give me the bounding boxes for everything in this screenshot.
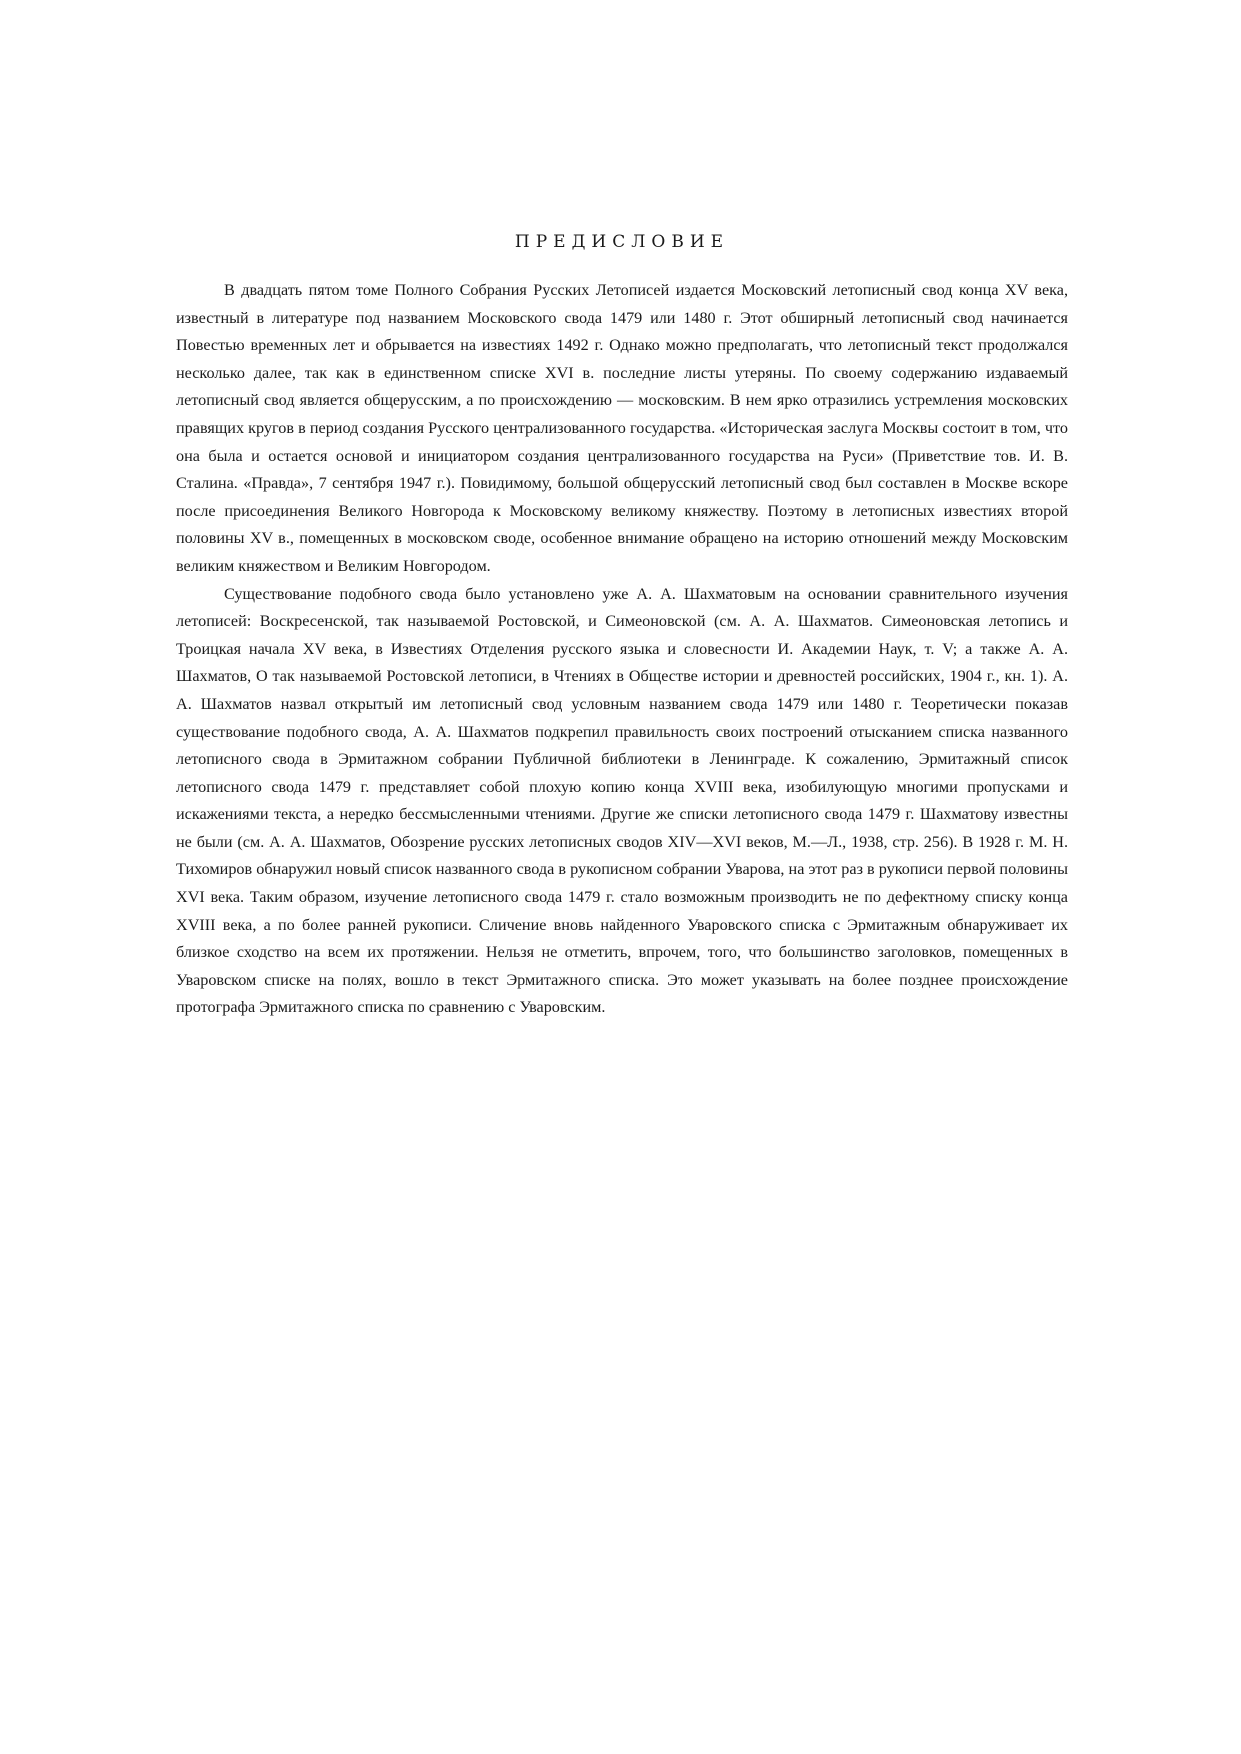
document-page <box>176 232 1068 1022</box>
paragraph-2: Существование подобного свода было установлено уже А. А. Шахматовым на основании сравнительного изучения летописей: Воскресенской, так называемой Ростовской, и Симеоновской (см. А. А. Шахматов. Симеоновская летопись и Троицкая начала XV века, в Известиях Отделения русского языка и словесности И. Академии Наук, т. V; а также А. А. Шахматов, О так называемой Ростовской летописи, в Чтениях в Обществе истории и древностей российских, 1904 г., кн. 1). А. А. Шахматов назвал открытый им летописный свод условным названием свода 1479 или 1480 г. Теоретически показав существование подобного свода, А. А. Шахматов подкрепил правильность своих построений отысканием списка названного летописного свода в Эрмитажном собрании Публичной библиотеки в Ленинграде. К сожалению, Эрмитажный список летописного свода 1479 г. представляет собой плохую копию конца XVIII века, изобилующую многими пропусками и искажениями текста, а нередко бессмысленными чтениями. Другие же списки летописного свода 1479 г. Шахматову известны не были (см. А. А. Шахматов, Обозрение русских летописных сводов XIV—XVI веков, М.—Л., 1938, стр. 256). В 1928 г. М. Н. Тихомиров обнаружил новый список названного свода в рукописном собрании Уварова, на этот раз в рукописи первой половины XVI века. Таким образом, изучение летописного свода 1479 г. стало возможным производить не по дефектному списку конца XVIII века, а по более ранней рукописи. Сличение вновь найденного Уваровского списка с Эрмитажным обнаруживает их близкое сходство на всем их протяжении. Нельзя не отметить, впрочем, того, что большинство заголовков, помещенных в Уваровском списке на полях, вошло в текст Эрмитажного списка. Это может указывать на более позднее происхождение протографа Эрмитажного списка по сравнению с Уваровским. <box>176 584 1068 1017</box>
paragraph-1: В двадцать пятом томе Полного Собрания Русских Летописей издается Московский летописный свод конца XV века, известный в литературе под названием Московского свода 1479 или 1480 г. Этот обширный летописный свод начинается Повестью временных лет и обрывается на известиях 1492 г. Однако можно предполагать, что летописный текст продолжался несколько далее, так как в единственном списке XVI в. последние листы утеряны. По своему содержанию издаваемый летописный свод является общерусским, а по происхождению — московским. В нем ярко отразились устремления московских правящих кругов в период создания Русского централизованного государства. «Историческая заслуга Москвы состоит в том, что она была и остается основой и инициатором создания централизованного государства на Руси» (Приветствие тов. И. В. Сталина. «Правда», 7 сентября 1947 г.). Повидимому, большой общерусский летописный свод был составлен в Москве вскоре после присоединения Великого Новгорода к Московскому великому княжеству. Поэтому в летописных известиях второй половины XV в., помещенных в московском своде, особенное внимание обращено на историю отношений между Московским великим княжеством и Великим Новгородом. <box>176 281 1068 575</box>
page-heading: ПРЕДИСЛОВИЕ <box>514 232 730 252</box>
